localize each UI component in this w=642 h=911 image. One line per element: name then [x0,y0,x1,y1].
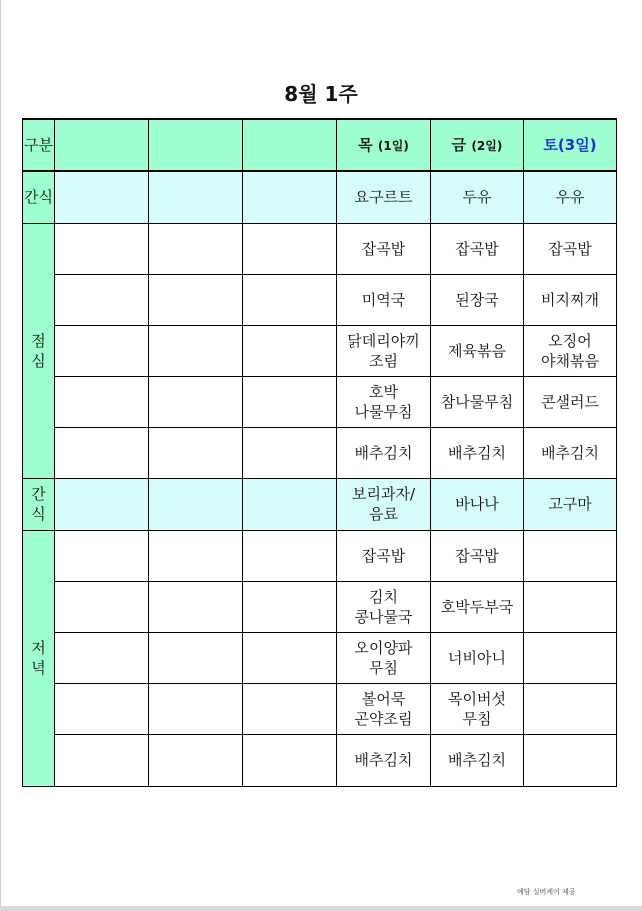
day-date: (3일) [557,136,597,154]
empty-cell [149,223,243,274]
empty-day-header [243,119,337,171]
day-header-fri [431,119,524,171]
empty-cell [149,734,243,786]
menu-cell [524,734,617,786]
header-row [23,119,617,171]
section-label-lunch [23,223,55,478]
dinner-row [23,632,617,683]
menu-cell [431,274,524,325]
empty-cell [243,478,337,530]
menu-cell [431,734,524,786]
menu-cell [524,171,617,223]
lunch-row [23,223,617,274]
menu-cell [431,427,524,478]
page-bottom-edge [0,906,642,911]
menu-cell [524,223,617,274]
day-name: 금 [451,135,467,154]
menu-cell [524,581,617,632]
menu-cell [337,427,431,478]
section-label-text: 간 식 [31,485,46,523]
menu-cell [337,376,431,427]
lunch-row [23,427,617,478]
dinner-row [23,530,617,581]
dinner-row [23,734,617,786]
menu-cell [524,530,617,581]
menu-item: 호박 나물무침 [354,382,413,421]
dinner-row [23,683,617,734]
empty-cell [55,171,149,223]
day-date: (2일) [471,138,503,153]
day-header-thu [337,119,431,171]
dinner-row [23,581,617,632]
day-name: 토 [543,136,558,154]
page-edge [0,0,1,911]
empty-cell [149,581,243,632]
empty-cell [55,274,149,325]
menu-item: 된장국 [455,290,499,309]
menu-cell [431,478,524,530]
menu-cell [337,325,431,376]
empty-cell [149,274,243,325]
menu-item: 오징어 야채볶음 [541,331,599,370]
lunch-row [23,274,617,325]
empty-cell [149,376,243,427]
empty-cell [55,581,149,632]
page-title: 8월 1주 [284,82,358,106]
menu-cell [524,683,617,734]
empty-cell [243,530,337,581]
empty-cell [243,683,337,734]
menu-item: 미역국 [361,290,406,309]
menu-cell [431,376,524,427]
menu-item: 참나물무침 [440,392,514,411]
menu-cell [337,581,431,632]
menu-cell [524,632,617,683]
menu-item: 배추김치 [448,751,506,769]
empty-cell [149,171,243,223]
menu-item: 두유 [462,188,492,207]
menu-table [22,118,617,787]
empty-cell [55,734,149,786]
empty-cell [243,734,337,786]
footer-credit: 예담 실버케어 제공 [517,888,576,896]
menu-cell [337,734,431,786]
menu-cell [431,171,524,223]
menu-cell [524,376,617,427]
menu-item: 잡곡밥 [455,239,499,258]
empty-cell [55,478,149,530]
empty-day-header [55,119,149,171]
menu-item: 비지찌개 [541,290,599,309]
empty-cell [149,478,243,530]
menu-cell [337,171,431,223]
menu-cell [431,223,524,274]
menu-item: 잡곡밥 [548,239,592,258]
empty-cell [55,223,149,274]
menu-item: 고구마 [548,495,592,513]
empty-cell [55,530,149,581]
empty-cell [149,530,243,581]
menu-cell [431,632,524,683]
empty-cell [243,632,337,683]
menu-cell [431,581,524,632]
menu-item: 오이양파 무침 [354,638,413,677]
menu-cell [337,274,431,325]
empty-cell [149,325,243,376]
menu-item: 닭데리야끼 조림 [347,331,420,370]
lunch-row [23,325,617,376]
section-label-text: 점 심 [31,331,46,370]
category-header: 구분 [23,119,55,171]
menu-item: 잡곡밥 [361,239,406,258]
empty-cell [243,274,337,325]
menu-cell [337,223,431,274]
menu-item: 목이버섯 무침 [448,689,506,728]
menu-item: 배추김치 [354,443,413,462]
empty-cell [243,581,337,632]
empty-cell [55,683,149,734]
snack-pm-row [23,478,617,530]
empty-cell [55,325,149,376]
empty-cell [243,325,337,376]
empty-cell [149,632,243,683]
empty-cell [55,427,149,478]
day-name: 목 [358,135,373,154]
menu-item: 콘샐러드 [541,392,599,411]
menu-item: 배추김치 [541,443,599,462]
empty-cell [243,427,337,478]
lunch-row [23,376,617,427]
menu-item: 김치 콩나물국 [354,587,413,626]
snack-am-row [23,171,617,223]
section-label-snack-pm [23,478,55,530]
menu-cell [524,274,617,325]
menu-item: 우유 [555,188,585,207]
menu-item: 호박두부국 [440,597,514,616]
empty-cell [243,171,337,223]
empty-cell [55,376,149,427]
section-label-text: 저 녁 [31,639,46,677]
menu-cell [431,683,524,734]
menu-item: 요구르트 [354,188,413,207]
menu-item: 바나나 [455,495,499,513]
menu-cell [524,325,617,376]
day-header-sat [524,119,617,171]
empty-cell [55,632,149,683]
menu-cell [337,683,431,734]
menu-item: 제육볶음 [448,341,506,360]
menu-item: 너비아니 [448,648,506,667]
menu-item: 보리과자/ 음료 [351,485,415,523]
empty-cell [243,376,337,427]
menu-cell [524,478,617,530]
menu-cell [337,632,431,683]
section-label-dinner [23,530,55,786]
menu-item: 배추김치 [354,751,413,769]
menu-cell [337,530,431,581]
menu-cell [431,530,524,581]
menu-cell [337,478,431,530]
empty-cell [243,223,337,274]
empty-cell [149,427,243,478]
menu-item: 볼어묵 곤약조림 [354,689,413,728]
menu-cell [524,427,617,478]
empty-day-header [149,119,243,171]
menu-item: 배추김치 [448,443,506,462]
menu-item: 잡곡밥 [455,546,499,565]
section-label-snack-am: 간식 [23,171,55,223]
day-date: (1일) [377,138,409,153]
menu-item: 잡곡밥 [361,546,406,565]
empty-cell [149,683,243,734]
menu-cell [431,325,524,376]
